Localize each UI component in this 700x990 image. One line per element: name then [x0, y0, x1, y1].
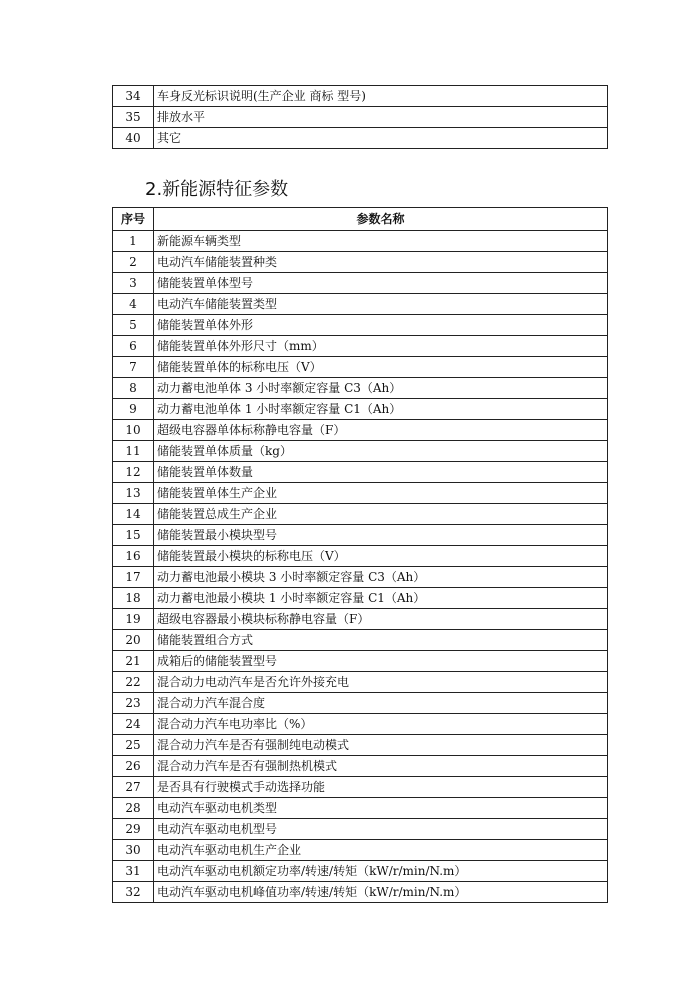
row-serial-number: 23 [113, 693, 154, 714]
new-energy-parameter-table [112, 207, 608, 903]
table-row [113, 735, 608, 756]
row-serial-number: 24 [113, 714, 154, 735]
table-row [113, 525, 608, 546]
table-row [113, 882, 608, 903]
row-serial-number: 31 [113, 861, 154, 882]
row-serial-number: 16 [113, 546, 154, 567]
row-parameter-name: 储能装置单体外形 [154, 315, 608, 336]
row-serial-number: 29 [113, 819, 154, 840]
row-serial-number: 35 [113, 107, 154, 128]
table-row [113, 294, 608, 315]
row-parameter-name: 储能装置最小模块型号 [154, 525, 608, 546]
row-serial-number: 4 [113, 294, 154, 315]
row-parameter-name: 电动汽车驱动电机类型 [154, 798, 608, 819]
row-serial-number: 8 [113, 378, 154, 399]
table-row [113, 107, 608, 128]
row-parameter-name: 动力蓄电池单体 1 小时率额定容量 C1（Ah） [154, 399, 608, 420]
row-parameter-name: 其它 [154, 128, 608, 149]
row-parameter-name: 储能装置单体外形尺寸（mm） [154, 336, 608, 357]
row-serial-number: 12 [113, 462, 154, 483]
header-parameter-name: 参数名称 [154, 208, 608, 231]
table-row [113, 693, 608, 714]
row-parameter-name: 是否具有行驶模式手动选择功能 [154, 777, 608, 798]
table-row [113, 840, 608, 861]
table-row [113, 630, 608, 651]
row-serial-number: 10 [113, 420, 154, 441]
row-serial-number: 9 [113, 399, 154, 420]
row-serial-number: 28 [113, 798, 154, 819]
row-parameter-name: 储能装置组合方式 [154, 630, 608, 651]
row-parameter-name: 电动汽车储能装置类型 [154, 294, 608, 315]
row-parameter-name: 储能装置总成生产企业 [154, 504, 608, 525]
row-parameter-name: 车身反光标识说明(生产企业 商标 型号) [154, 86, 608, 107]
row-serial-number: 6 [113, 336, 154, 357]
row-serial-number: 1 [113, 231, 154, 252]
table-row [113, 714, 608, 735]
row-parameter-name: 储能装置最小模块的标称电压（V） [154, 546, 608, 567]
row-serial-number: 26 [113, 756, 154, 777]
row-serial-number: 11 [113, 441, 154, 462]
table-header-row [113, 208, 608, 231]
table-row [113, 798, 608, 819]
row-parameter-name: 超级电容器单体标称静电容量（F） [154, 420, 608, 441]
row-serial-number: 34 [113, 86, 154, 107]
table-row [113, 651, 608, 672]
row-serial-number: 20 [113, 630, 154, 651]
table-row [113, 315, 608, 336]
row-serial-number: 15 [113, 525, 154, 546]
table-row [113, 273, 608, 294]
row-parameter-name: 混合动力汽车是否有强制热机模式 [154, 756, 608, 777]
row-parameter-name: 混合动力汽车混合度 [154, 693, 608, 714]
row-parameter-name: 动力蓄电池单体 3 小时率额定容量 C3（Ah） [154, 378, 608, 399]
row-parameter-name: 超级电容器最小模块标称静电容量（F） [154, 609, 608, 630]
table-row [113, 231, 608, 252]
table-row [113, 399, 608, 420]
table-row [113, 546, 608, 567]
main-table-body [113, 231, 608, 903]
row-serial-number: 19 [113, 609, 154, 630]
continued-parameter-table [112, 85, 608, 149]
row-serial-number: 18 [113, 588, 154, 609]
row-parameter-name: 动力蓄电池最小模块 3 小时率额定容量 C3（Ah） [154, 567, 608, 588]
table-row [113, 336, 608, 357]
row-serial-number: 2 [113, 252, 154, 273]
row-serial-number: 17 [113, 567, 154, 588]
row-parameter-name: 成箱后的储能装置型号 [154, 651, 608, 672]
table-row [113, 357, 608, 378]
row-parameter-name: 动力蓄电池最小模块 1 小时率额定容量 C1（Ah） [154, 588, 608, 609]
row-parameter-name: 电动汽车驱动电机峰值功率/转速/转矩（kW/r/min/N.m） [154, 882, 608, 903]
row-parameter-name: 电动汽车驱动电机额定功率/转速/转矩（kW/r/min/N.m） [154, 861, 608, 882]
row-parameter-name: 排放水平 [154, 107, 608, 128]
table-row [113, 252, 608, 273]
row-serial-number: 30 [113, 840, 154, 861]
row-serial-number: 40 [113, 128, 154, 149]
table-row [113, 672, 608, 693]
header-serial-number: 序号 [113, 208, 154, 231]
row-parameter-name: 电动汽车储能装置种类 [154, 252, 608, 273]
row-parameter-name: 储能装置单体型号 [154, 273, 608, 294]
row-parameter-name: 电动汽车驱动电机生产企业 [154, 840, 608, 861]
row-parameter-name: 混合动力汽车电功率比（%） [154, 714, 608, 735]
row-serial-number: 3 [113, 273, 154, 294]
row-parameter-name: 混合动力汽车是否有强制纯电动模式 [154, 735, 608, 756]
row-serial-number: 5 [113, 315, 154, 336]
table-row [113, 378, 608, 399]
row-serial-number: 14 [113, 504, 154, 525]
row-parameter-name: 储能装置单体质量（kg） [154, 441, 608, 462]
table-row [113, 420, 608, 441]
table-row [113, 504, 608, 525]
continued-table-body [113, 86, 608, 149]
section-title: 2.新能源特征参数 [145, 179, 289, 200]
row-parameter-name: 储能装置单体数量 [154, 462, 608, 483]
row-parameter-name: 储能装置单体生产企业 [154, 483, 608, 504]
table-row [113, 777, 608, 798]
row-parameter-name: 电动汽车驱动电机型号 [154, 819, 608, 840]
table-row [113, 567, 608, 588]
row-serial-number: 22 [113, 672, 154, 693]
table-row [113, 588, 608, 609]
row-serial-number: 13 [113, 483, 154, 504]
row-serial-number: 7 [113, 357, 154, 378]
table-row [113, 483, 608, 504]
table-row [113, 128, 608, 149]
table-row [113, 756, 608, 777]
row-parameter-name: 储能装置单体的标称电压（V） [154, 357, 608, 378]
row-serial-number: 32 [113, 882, 154, 903]
table-row [113, 86, 608, 107]
table-row [113, 861, 608, 882]
table-row [113, 441, 608, 462]
table-row [113, 819, 608, 840]
table-row [113, 462, 608, 483]
row-serial-number: 27 [113, 777, 154, 798]
row-serial-number: 25 [113, 735, 154, 756]
table-row [113, 609, 608, 630]
row-parameter-name: 混合动力电动汽车是否允许外接充电 [154, 672, 608, 693]
row-parameter-name: 新能源车辆类型 [154, 231, 608, 252]
row-serial-number: 21 [113, 651, 154, 672]
